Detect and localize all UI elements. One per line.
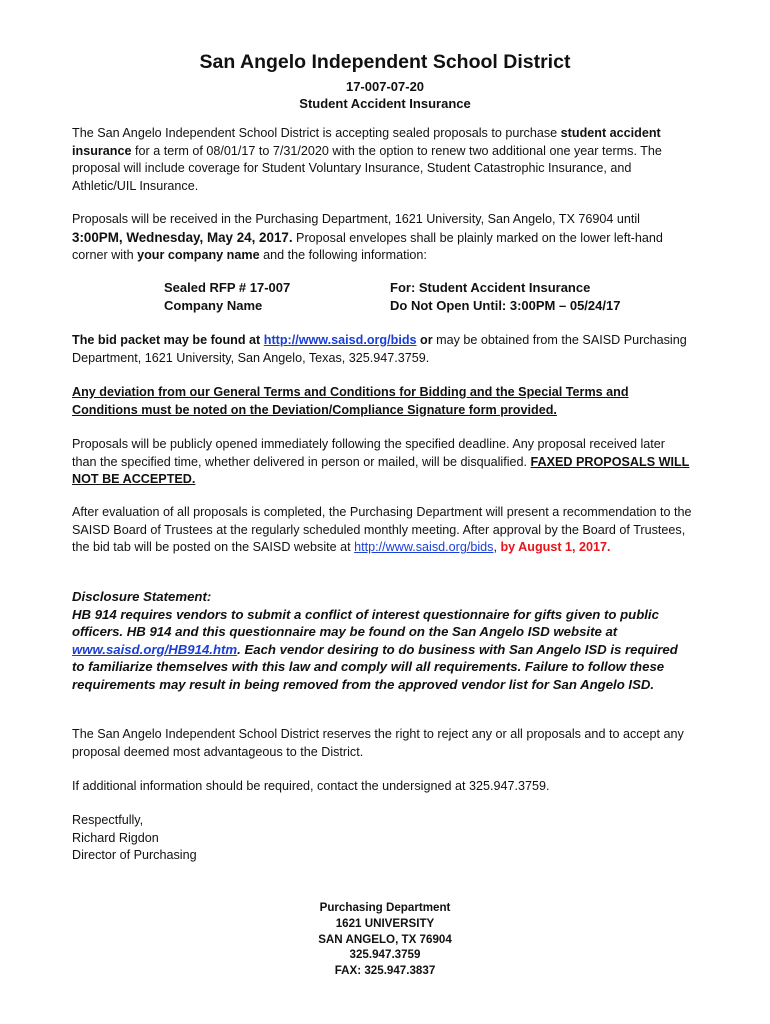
- intro-bold: student accident insurance: [72, 126, 661, 158]
- signer-title: Director of Purchasing: [72, 848, 197, 863]
- bids-link[interactable]: http://www.saisd.org/bids: [263, 333, 417, 347]
- intro-paragraph: [72, 125, 692, 195]
- hb914-link[interactable]: www.saisd.org/HB914.htm: [72, 641, 238, 657]
- rfp-number: 17-007-07-20: [345, 79, 425, 94]
- footer-city: SAN ANGELO, TX 76904: [318, 932, 452, 946]
- envelope-label-row: [164, 279, 724, 297]
- deviation-notice: Any deviation from our General Terms and Conditions for Bidding and the Special Terms and Conditions must be noted on the Deviation/Compliance Signature form provided.: [72, 385, 629, 417]
- reserve-rights-paragraph: The San Angelo Independent School District reserves the right to reject any or all proposals and to accept any proposal deemed most advantageous to the District.: [72, 727, 684, 759]
- intro-text-2: for a term of 08/01/17 to 7/31/2020 with the option to renew two additional one year terms. The proposal will include coverage for Student Voluntary Insurance, Student Catastrophic Insurance, and Athletic/UIL Insurance.: [72, 143, 662, 193]
- or-bold: or: [416, 333, 433, 347]
- footer-fax: FAX: 325.947.3837: [334, 964, 436, 978]
- sealed-rfp-number: Sealed RFP # 17-007: [164, 280, 291, 295]
- do-not-open-until: Do Not Open Until: 3:00PM – 05/24/17: [390, 298, 621, 313]
- footer-department: Purchasing Department: [319, 901, 451, 914]
- opening-paragraph: [72, 436, 692, 489]
- footer-phone: 325.947.3759: [349, 948, 421, 962]
- receipt-text-1: Proposals will be received in the Purchasing Department, 1621 University, San Angelo, TX 76904 until: [72, 212, 640, 226]
- disclosure-text-2: . Each vendor desiring to do business with San Angelo ISD is required to familiarize themselves with this law and comply will all requirements. Failure to follow these requirements may result in being removed from the approved vendor list for San Angelo ISD.: [72, 641, 678, 692]
- signer-name: Richard Rigdon: [72, 830, 159, 845]
- company-name-bold: your company name: [137, 248, 260, 263]
- bid-packet-bold: The bid packet may be found at: [72, 333, 264, 347]
- company-name-label: Company Name: [164, 298, 263, 313]
- evaluation-text: After evaluation of all proposals is completed, the Purchasing Department will present a recommendation to the SAISD Board of Trustees at the regularly scheduled monthly meeting. After approval by the Board of Trustees, the bid tab will be posted on the SAISD website at: [72, 505, 692, 555]
- closing: Respectfully,: [72, 813, 144, 827]
- disclosure-body: [72, 606, 692, 694]
- evaluation-paragraph: [72, 504, 692, 557]
- receipt-text-2: Proposal envelopes shall be plainly marked on the lower left-hand corner with: [72, 230, 663, 263]
- signature-block: [72, 812, 692, 865]
- receipt-paragraph: [72, 211, 692, 265]
- receipt-text-3: and the following information:: [259, 248, 427, 263]
- document-subject: Student Accident Insurance: [299, 96, 471, 111]
- for-subject: For: Student Accident Insurance: [390, 280, 591, 295]
- deadline-bold: 3:00PM, Wednesday, May 24, 2017.: [72, 229, 293, 245]
- page-title: San Angelo Independent School District: [199, 51, 571, 73]
- opening-text: Proposals will be publicly opened immediately following the specified deadline. Any proposal received later than the specified time, whether delivered in person or mailed, will be disqualified.: [72, 437, 665, 469]
- faxed-proposals-notice: FAXED PROPOSALS WILL NOT BE ACCEPTED.: [72, 454, 690, 487]
- bid-packet-text: may be obtained from the SAISD Purchasing Department, 1621 University, San Angelo, Texas, 325.947.3759.: [72, 333, 687, 365]
- envelope-label-row: [164, 297, 724, 315]
- envelope-label-block: [164, 279, 724, 315]
- disclosure-heading: Disclosure Statement:: [72, 589, 212, 604]
- footer-address: [0, 900, 770, 979]
- posting-deadline: by August 1, 2017.: [500, 540, 611, 555]
- bids-link[interactable]: http://www.saisd.org/bids: [354, 540, 494, 555]
- footer-street: 1621 UNIVERSITY: [335, 916, 435, 930]
- contact-paragraph: If additional information should be required, contact the undersigned at 325.947.3759.: [72, 779, 550, 793]
- disclosure-section: [72, 588, 692, 694]
- disclosure-text-1: HB 914 requires vendors to submit a conflict of interest questionnaire for gifts given to public officers. HB 914 and this questionnaire may be found on the San Angelo ISD website at: [72, 606, 659, 640]
- intro-text-1: The San Angelo Independent School District is accepting sealed proposals to purchase: [72, 126, 561, 140]
- comma: ,: [493, 540, 501, 555]
- bid-packet-paragraph: [72, 332, 692, 367]
